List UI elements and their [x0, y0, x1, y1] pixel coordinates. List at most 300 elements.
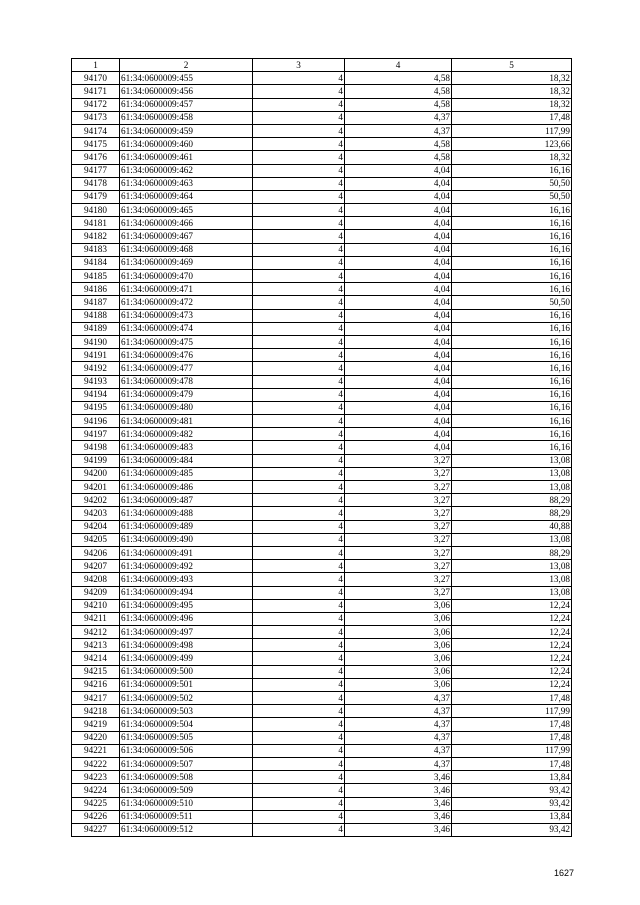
table-row [72, 560, 572, 573]
column-4-cell: 4,04 [345, 256, 452, 269]
row-number-cell: 94223 [72, 771, 120, 784]
column-3-cell: 4 [253, 138, 345, 151]
column-3-cell: 4 [253, 204, 345, 217]
cadastral-number-cell: 61:34:0600009:483 [120, 441, 253, 454]
column-3-cell: 4 [253, 546, 345, 559]
column-3-cell: 4 [253, 111, 345, 124]
cadastral-number-cell: 61:34:0600009:486 [120, 481, 253, 494]
column-4-cell: 4,37 [345, 718, 452, 731]
column-3-cell: 4 [253, 322, 345, 335]
column-4-cell: 4,04 [345, 217, 452, 230]
column-4-cell: 4,37 [345, 744, 452, 757]
cadastral-number-cell: 61:34:0600009:457 [120, 98, 253, 111]
column-3-cell: 4 [253, 731, 345, 744]
cadastral-number-cell: 61:34:0600009:455 [120, 72, 253, 85]
table-row [72, 718, 572, 731]
column-4-cell: 3,46 [345, 797, 452, 810]
column-5-cell: 16,16 [452, 349, 572, 362]
column-4-cell: 3,06 [345, 652, 452, 665]
row-number-cell: 94200 [72, 467, 120, 480]
column-3-cell: 4 [253, 335, 345, 348]
column-3-cell: 4 [253, 177, 345, 190]
table-row [72, 335, 572, 348]
row-number-cell: 94212 [72, 626, 120, 639]
row-number-cell: 94203 [72, 507, 120, 520]
table-row [72, 349, 572, 362]
column-3-cell: 4 [253, 757, 345, 770]
table-row [72, 665, 572, 678]
column-header-4: 4 [345, 59, 452, 72]
table-row [72, 731, 572, 744]
column-4-cell: 4,04 [345, 243, 452, 256]
column-4-cell: 4,37 [345, 692, 452, 705]
column-5-cell: 12,24 [452, 599, 572, 612]
table-row [72, 322, 572, 335]
row-number-cell: 94191 [72, 349, 120, 362]
table-row [72, 494, 572, 507]
cadastral-number-cell: 61:34:0600009:476 [120, 349, 253, 362]
column-4-cell: 3,06 [345, 678, 452, 691]
column-5-cell: 18,32 [452, 72, 572, 85]
table-row [72, 138, 572, 151]
cadastral-number-cell: 61:34:0600009:492 [120, 560, 253, 573]
column-4-cell: 4,04 [345, 164, 452, 177]
cadastral-number-cell: 61:34:0600009:473 [120, 309, 253, 322]
row-number-cell: 94201 [72, 481, 120, 494]
column-4-cell: 3,06 [345, 665, 452, 678]
column-4-cell: 3,06 [345, 612, 452, 625]
column-5-cell: 12,24 [452, 612, 572, 625]
column-5-cell: 13,08 [452, 533, 572, 546]
table-row [72, 111, 572, 124]
column-4-cell: 3,06 [345, 626, 452, 639]
table-row [72, 401, 572, 414]
table-row [72, 72, 572, 85]
header-row [72, 59, 572, 72]
cadastral-number-cell: 61:34:0600009:512 [120, 823, 253, 836]
row-number-cell: 94181 [72, 217, 120, 230]
table-row [72, 546, 572, 559]
row-number-cell: 94215 [72, 665, 120, 678]
table-row [72, 533, 572, 546]
column-4-cell: 4,04 [345, 204, 452, 217]
column-3-cell: 4 [253, 718, 345, 731]
table-row [72, 810, 572, 823]
cadastral-number-cell: 61:34:0600009:485 [120, 467, 253, 480]
column-3-cell: 4 [253, 573, 345, 586]
column-3-cell: 4 [253, 362, 345, 375]
row-number-cell: 94209 [72, 586, 120, 599]
cadastral-number-cell: 61:34:0600009:469 [120, 256, 253, 269]
column-5-cell: 50,50 [452, 177, 572, 190]
table-body [72, 72, 572, 837]
column-3-cell: 4 [253, 190, 345, 203]
column-5-cell: 13,08 [452, 586, 572, 599]
table-row [72, 797, 572, 810]
table-row [72, 415, 572, 428]
cadastral-number-cell: 61:34:0600009:479 [120, 388, 253, 401]
row-number-cell: 94183 [72, 243, 120, 256]
row-number-cell: 94227 [72, 823, 120, 836]
cadastral-number-cell: 61:34:0600009:459 [120, 124, 253, 137]
table-row [72, 678, 572, 691]
cadastral-number-cell: 61:34:0600009:481 [120, 415, 253, 428]
row-number-cell: 94182 [72, 230, 120, 243]
column-5-cell: 16,16 [452, 270, 572, 283]
cadastral-number-cell: 61:34:0600009:470 [120, 270, 253, 283]
column-5-cell: 18,32 [452, 85, 572, 98]
column-3-cell: 4 [253, 823, 345, 836]
cadastral-number-cell: 61:34:0600009:510 [120, 797, 253, 810]
column-3-cell: 4 [253, 467, 345, 480]
cadastral-number-cell: 61:34:0600009:494 [120, 586, 253, 599]
table-row [72, 190, 572, 203]
table-row [72, 692, 572, 705]
column-5-cell: 16,16 [452, 322, 572, 335]
column-3-cell: 4 [253, 441, 345, 454]
column-5-cell: 93,42 [452, 784, 572, 797]
cadastral-number-cell: 61:34:0600009:506 [120, 744, 253, 757]
column-5-cell: 88,29 [452, 494, 572, 507]
row-number-cell: 94173 [72, 111, 120, 124]
cadastral-number-cell: 61:34:0600009:477 [120, 362, 253, 375]
column-5-cell: 18,32 [452, 151, 572, 164]
column-5-cell: 12,24 [452, 639, 572, 652]
column-4-cell: 4,04 [345, 415, 452, 428]
column-5-cell: 13,84 [452, 771, 572, 784]
column-3-cell: 4 [253, 560, 345, 573]
column-5-cell: 17,48 [452, 692, 572, 705]
column-header-3: 3 [253, 59, 345, 72]
table-row [72, 256, 572, 269]
column-3-cell: 4 [253, 797, 345, 810]
row-number-cell: 94197 [72, 428, 120, 441]
column-header-2: 2 [120, 59, 253, 72]
cadastral-number-cell: 61:34:0600009:467 [120, 230, 253, 243]
cadastral-number-cell: 61:34:0600009:465 [120, 204, 253, 217]
table-row [72, 151, 572, 164]
row-number-cell: 94195 [72, 401, 120, 414]
row-number-cell: 94196 [72, 415, 120, 428]
row-number-cell: 94202 [72, 494, 120, 507]
column-5-cell: 12,24 [452, 665, 572, 678]
column-3-cell: 4 [253, 388, 345, 401]
column-5-cell: 117,99 [452, 124, 572, 137]
column-5-cell: 16,16 [452, 388, 572, 401]
cadastral-number-cell: 61:34:0600009:484 [120, 454, 253, 467]
table-row [72, 744, 572, 757]
column-4-cell: 3,46 [345, 823, 452, 836]
table-row [72, 164, 572, 177]
column-5-cell: 16,16 [452, 256, 572, 269]
column-3-cell: 4 [253, 639, 345, 652]
column-5-cell: 17,48 [452, 731, 572, 744]
column-5-cell: 93,42 [452, 797, 572, 810]
table-row [72, 243, 572, 256]
table-row [72, 124, 572, 137]
column-4-cell: 4,37 [345, 124, 452, 137]
column-4-cell: 4,58 [345, 72, 452, 85]
cadastral-number-cell: 61:34:0600009:466 [120, 217, 253, 230]
column-4-cell: 3,27 [345, 546, 452, 559]
row-number-cell: 94198 [72, 441, 120, 454]
cadastral-number-cell: 61:34:0600009:507 [120, 757, 253, 770]
column-5-cell: 16,16 [452, 362, 572, 375]
cadastral-number-cell: 61:34:0600009:505 [120, 731, 253, 744]
column-5-cell: 18,32 [452, 98, 572, 111]
cadastral-number-cell: 61:34:0600009:491 [120, 546, 253, 559]
table-row [72, 757, 572, 770]
column-4-cell: 3,46 [345, 810, 452, 823]
column-5-cell: 16,16 [452, 204, 572, 217]
row-number-cell: 94171 [72, 85, 120, 98]
cadastral-number-cell: 61:34:0600009:497 [120, 626, 253, 639]
column-3-cell: 4 [253, 230, 345, 243]
column-3-cell: 4 [253, 243, 345, 256]
column-4-cell: 4,04 [345, 335, 452, 348]
column-5-cell: 16,16 [452, 230, 572, 243]
table-row [72, 467, 572, 480]
row-number-cell: 94199 [72, 454, 120, 467]
column-4-cell: 4,04 [345, 177, 452, 190]
cadastral-number-cell: 61:34:0600009:462 [120, 164, 253, 177]
cadastral-number-cell: 61:34:0600009:480 [120, 401, 253, 414]
column-3-cell: 4 [253, 586, 345, 599]
row-number-cell: 94192 [72, 362, 120, 375]
column-3-cell: 4 [253, 164, 345, 177]
cadastral-number-cell: 61:34:0600009:478 [120, 375, 253, 388]
table-row [72, 362, 572, 375]
table-row [72, 599, 572, 612]
column-3-cell: 4 [253, 599, 345, 612]
column-3-cell: 4 [253, 744, 345, 757]
row-number-cell: 94218 [72, 705, 120, 718]
row-number-cell: 94175 [72, 138, 120, 151]
cadastral-number-cell: 61:34:0600009:490 [120, 533, 253, 546]
table-row [72, 652, 572, 665]
table-row [72, 520, 572, 533]
column-4-cell: 4,58 [345, 85, 452, 98]
column-5-cell: 16,16 [452, 428, 572, 441]
column-5-cell: 16,16 [452, 164, 572, 177]
cadastral-number-cell: 61:34:0600009:482 [120, 428, 253, 441]
row-number-cell: 94189 [72, 322, 120, 335]
row-number-cell: 94193 [72, 375, 120, 388]
column-3-cell: 4 [253, 705, 345, 718]
column-5-cell: 93,42 [452, 823, 572, 836]
column-5-cell: 13,08 [452, 573, 572, 586]
cadastral-number-cell: 61:34:0600009:509 [120, 784, 253, 797]
cadastral-number-cell: 61:34:0600009:456 [120, 85, 253, 98]
row-number-cell: 94226 [72, 810, 120, 823]
column-4-cell: 3,06 [345, 599, 452, 612]
data-table [71, 58, 572, 837]
column-3-cell: 4 [253, 309, 345, 322]
column-header-1: 1 [72, 59, 120, 72]
table-row [72, 230, 572, 243]
column-4-cell: 4,37 [345, 731, 452, 744]
cadastral-number-cell: 61:34:0600009:463 [120, 177, 253, 190]
column-5-cell: 13,08 [452, 467, 572, 480]
row-number-cell: 94172 [72, 98, 120, 111]
table-row [72, 784, 572, 797]
column-4-cell: 3,27 [345, 520, 452, 533]
row-number-cell: 94185 [72, 270, 120, 283]
column-5-cell: 16,16 [452, 441, 572, 454]
row-number-cell: 94217 [72, 692, 120, 705]
table-row [72, 612, 572, 625]
column-5-cell: 12,24 [452, 652, 572, 665]
column-3-cell: 4 [253, 256, 345, 269]
row-number-cell: 94219 [72, 718, 120, 731]
row-number-cell: 94176 [72, 151, 120, 164]
column-3-cell: 4 [253, 85, 345, 98]
table-row [72, 626, 572, 639]
row-number-cell: 94178 [72, 177, 120, 190]
row-number-cell: 94210 [72, 599, 120, 612]
row-number-cell: 94211 [72, 612, 120, 625]
column-3-cell: 4 [253, 652, 345, 665]
table-row [72, 309, 572, 322]
column-3-cell: 4 [253, 665, 345, 678]
column-5-cell: 117,99 [452, 705, 572, 718]
table-row [72, 823, 572, 836]
table-row [72, 270, 572, 283]
row-number-cell: 94177 [72, 164, 120, 177]
row-number-cell: 94188 [72, 309, 120, 322]
column-3-cell: 4 [253, 810, 345, 823]
column-5-cell: 12,24 [452, 626, 572, 639]
table-row [72, 771, 572, 784]
column-4-cell: 4,04 [345, 401, 452, 414]
table-row [72, 375, 572, 388]
cadastral-number-cell: 61:34:0600009:487 [120, 494, 253, 507]
column-3-cell: 4 [253, 494, 345, 507]
column-4-cell: 4,04 [345, 230, 452, 243]
cadastral-number-cell: 61:34:0600009:468 [120, 243, 253, 256]
column-5-cell: 12,24 [452, 678, 572, 691]
cadastral-number-cell: 61:34:0600009:504 [120, 718, 253, 731]
column-3-cell: 4 [253, 771, 345, 784]
column-4-cell: 3,46 [345, 771, 452, 784]
cadastral-number-cell: 61:34:0600009:508 [120, 771, 253, 784]
column-4-cell: 3,27 [345, 533, 452, 546]
cadastral-number-cell: 61:34:0600009:493 [120, 573, 253, 586]
column-5-cell: 16,16 [452, 283, 572, 296]
column-4-cell: 3,27 [345, 454, 452, 467]
table-row [72, 428, 572, 441]
column-4-cell: 3,46 [345, 784, 452, 797]
column-4-cell: 3,27 [345, 560, 452, 573]
row-number-cell: 94204 [72, 520, 120, 533]
row-number-cell: 94170 [72, 72, 120, 85]
column-5-cell: 13,08 [452, 481, 572, 494]
table-row [72, 177, 572, 190]
column-5-cell: 16,16 [452, 217, 572, 230]
table-row [72, 85, 572, 98]
row-number-cell: 94186 [72, 283, 120, 296]
cadastral-number-cell: 61:34:0600009:471 [120, 283, 253, 296]
cadastral-number-cell: 61:34:0600009:474 [120, 322, 253, 335]
row-number-cell: 94216 [72, 678, 120, 691]
cadastral-number-cell: 61:34:0600009:458 [120, 111, 253, 124]
row-number-cell: 94206 [72, 546, 120, 559]
column-4-cell: 4,04 [345, 428, 452, 441]
row-number-cell: 94214 [72, 652, 120, 665]
column-5-cell: 16,16 [452, 335, 572, 348]
table-row [72, 481, 572, 494]
row-number-cell: 94225 [72, 797, 120, 810]
column-4-cell: 4,04 [345, 362, 452, 375]
column-4-cell: 4,58 [345, 98, 452, 111]
row-number-cell: 94208 [72, 573, 120, 586]
table-row [72, 296, 572, 309]
column-5-cell: 13,84 [452, 810, 572, 823]
column-3-cell: 4 [253, 481, 345, 494]
column-3-cell: 4 [253, 520, 345, 533]
column-4-cell: 4,04 [345, 322, 452, 335]
column-5-cell: 17,48 [452, 111, 572, 124]
row-number-cell: 94190 [72, 335, 120, 348]
column-3-cell: 4 [253, 415, 345, 428]
column-3-cell: 4 [253, 151, 345, 164]
column-4-cell: 3,27 [345, 467, 452, 480]
row-number-cell: 94184 [72, 256, 120, 269]
column-3-cell: 4 [253, 72, 345, 85]
table-row [72, 573, 572, 586]
column-3-cell: 4 [253, 626, 345, 639]
row-number-cell: 94213 [72, 639, 120, 652]
column-4-cell: 4,37 [345, 757, 452, 770]
column-3-cell: 4 [253, 454, 345, 467]
cadastral-number-cell: 61:34:0600009:488 [120, 507, 253, 520]
column-3-cell: 4 [253, 692, 345, 705]
cadastral-number-cell: 61:34:0600009:496 [120, 612, 253, 625]
table-row [72, 705, 572, 718]
cadastral-number-cell: 61:34:0600009:461 [120, 151, 253, 164]
cadastral-number-cell: 61:34:0600009:498 [120, 639, 253, 652]
column-4-cell: 4,04 [345, 388, 452, 401]
cadastral-number-cell: 61:34:0600009:460 [120, 138, 253, 151]
cadastral-number-cell: 61:34:0600009:464 [120, 190, 253, 203]
column-5-cell: 50,50 [452, 190, 572, 203]
column-3-cell: 4 [253, 270, 345, 283]
column-3-cell: 4 [253, 428, 345, 441]
column-3-cell: 4 [253, 678, 345, 691]
column-4-cell: 4,37 [345, 705, 452, 718]
column-3-cell: 4 [253, 296, 345, 309]
column-4-cell: 4,58 [345, 151, 452, 164]
column-5-cell: 13,08 [452, 454, 572, 467]
column-5-cell: 40,88 [452, 520, 572, 533]
row-number-cell: 94221 [72, 744, 120, 757]
cadastral-number-cell: 61:34:0600009:503 [120, 705, 253, 718]
table-row [72, 217, 572, 230]
column-5-cell: 16,16 [452, 401, 572, 414]
column-5-cell: 16,16 [452, 415, 572, 428]
column-4-cell: 4,04 [345, 441, 452, 454]
column-5-cell: 117,99 [452, 744, 572, 757]
column-3-cell: 4 [253, 784, 345, 797]
cadastral-number-cell: 61:34:0600009:489 [120, 520, 253, 533]
column-3-cell: 4 [253, 612, 345, 625]
column-5-cell: 88,29 [452, 507, 572, 520]
column-4-cell: 4,04 [345, 296, 452, 309]
row-number-cell: 94180 [72, 204, 120, 217]
column-5-cell: 88,29 [452, 546, 572, 559]
column-5-cell: 17,48 [452, 718, 572, 731]
column-4-cell: 4,04 [345, 375, 452, 388]
